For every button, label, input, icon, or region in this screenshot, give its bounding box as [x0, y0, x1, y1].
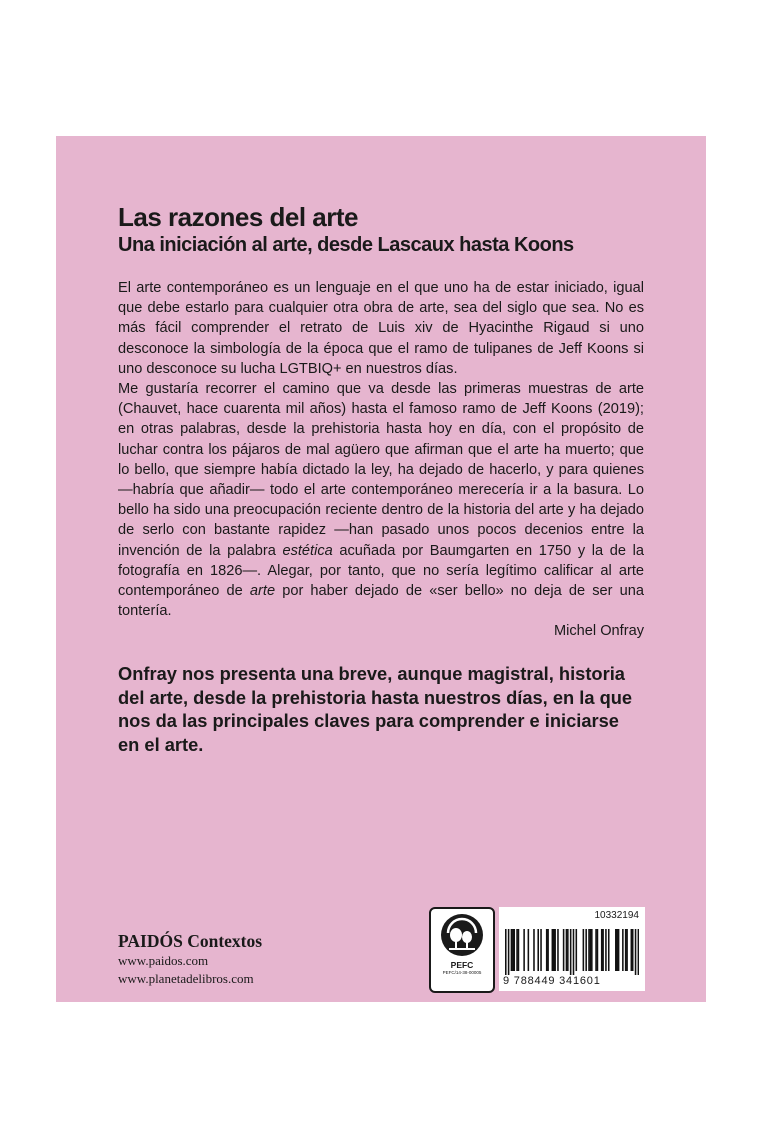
italic-word-estetica: estética: [282, 542, 333, 559]
barcode-bar: [631, 929, 633, 971]
barcode-bar: [553, 929, 555, 971]
publisher-imprint: PAIDÓS Contextos: [118, 931, 263, 951]
barcode-bar: [635, 929, 637, 975]
barcode-bar: [518, 929, 520, 971]
synopsis-paragraph-2: Me gustaría recorrer el camino que va desde las primeras muestras de arte (Chauvet, hace cuarenta mil años) hasta el famoso ramo de Jeff Koons (2019); en otras palabras, desde la prehistoria hasta hoy en día, con el propósito de luchar contra los pájaros de mal agüero que afirman que el arte ha muerto; que lo bello, que siempre había dictado la ley, ha dejado de hacerlo, y para quienes —habría que añadir— todo el arte contemporáneo merecería ir a la basura. Lo bello ha sido una preocupación reciente dentro de la historia del arte y ha dejado de serlo con bastante rapidez —han pasado unos pocos decenios entre la invención de la palabra estética acuñada por Baumgarten en 1750 y la de la fotografía en 1826—. Alegar, por tanto, que no sería legítimo calificar al arte contemporáneo de arte por haber dejado de «ser bello» no deja de ser una tontería.: [118, 381, 645, 620]
barcode-bar: [597, 929, 599, 971]
book-subtitle: Una iniciación al arte, desde Lascaux hasta Koons: [118, 234, 574, 256]
barcode-bar: [626, 929, 628, 971]
barcode-bar: [605, 929, 607, 971]
barcode-icon: [505, 929, 639, 975]
barcode-bar: [567, 929, 569, 971]
barcode-bar: [513, 929, 515, 971]
synopsis: [118, 278, 644, 642]
barcode-bar: [576, 929, 578, 971]
barcode-bar: [557, 929, 559, 971]
book-title: Las razones del arte: [118, 202, 358, 232]
pefc-logo: [429, 907, 495, 993]
barcode-bar: [533, 929, 535, 971]
barcode-bar: [618, 929, 620, 971]
barcode-bar: [554, 929, 556, 971]
barcode-bar: [602, 929, 604, 971]
barcode-bar: [528, 929, 530, 971]
blurb: Onfray nos presenta una breve, aunque magistral, historia del arte, desde la prehistoria hasta nuestros días, en la que nos da las principales claves para comprender e iniciarse en el arte.: [118, 663, 633, 755]
barcode-bar: [566, 929, 568, 971]
pefc-label: PEFC: [450, 960, 474, 970]
barcode-bar: [563, 929, 565, 971]
barcode-bar: [540, 929, 542, 971]
barcode-bar: [546, 929, 548, 971]
barcode-bar: [625, 929, 627, 971]
barcode-bar: [583, 929, 585, 971]
barcode-bar: [616, 929, 618, 971]
barcode-block: [499, 907, 645, 991]
publisher-url: www.paidos.com: [118, 953, 209, 968]
barcode-bar: [608, 929, 610, 971]
quote-author: Michel Onfray: [553, 623, 644, 640]
barcode-bar: [573, 929, 575, 975]
barcode-bar: [622, 929, 624, 971]
barcode-bar: [512, 929, 514, 971]
barcode-bar: [505, 929, 507, 975]
barcode-bar: [638, 929, 639, 975]
barcode-bar: [516, 929, 518, 971]
back-cover: [56, 136, 706, 1002]
barcode-bar: [552, 929, 554, 971]
pefc-tree-icon: [440, 913, 484, 959]
barcode-digits: 9 788449 341601: [503, 975, 601, 987]
barcode-bar: [547, 929, 549, 971]
pefc-code: PEFC/14-38-00005: [442, 970, 482, 975]
publisher-block: [118, 930, 262, 988]
product-code: 10332194: [594, 910, 639, 921]
barcode-bar: [508, 929, 510, 975]
barcode-bar: [537, 929, 539, 971]
italic-word-arte: arte: [249, 583, 276, 600]
barcode-bar: [615, 929, 617, 971]
barcode-bar: [511, 929, 513, 971]
barcode-bar: [632, 929, 634, 971]
barcode-bar: [523, 929, 525, 971]
barcode-bar: [570, 929, 572, 975]
barcode-bar: [590, 929, 592, 971]
barcode-bar: [595, 929, 597, 971]
barcode-bar: [585, 929, 587, 971]
synopsis-paragraph-1: El arte contemporáneo es un lenguaje en el que uno ha de estar iniciado, igual que debe estarlo para cualquier otra obra de arte, sea del siglo que sea. No es más fácil comprender el retrato de Luis xiv de Hyacinthe Rigaud si uno desconoce la simbología de la época que el ramo de tulipanes de Jeff Koons si uno desconoce su lucha LGTBIQ+ en nuestros días.: [118, 280, 644, 377]
publisher-url: www.planetadelibros.com: [118, 971, 254, 986]
barcode-bar: [601, 929, 603, 971]
barcode-bar: [591, 929, 593, 971]
barcode-bar: [588, 929, 590, 971]
